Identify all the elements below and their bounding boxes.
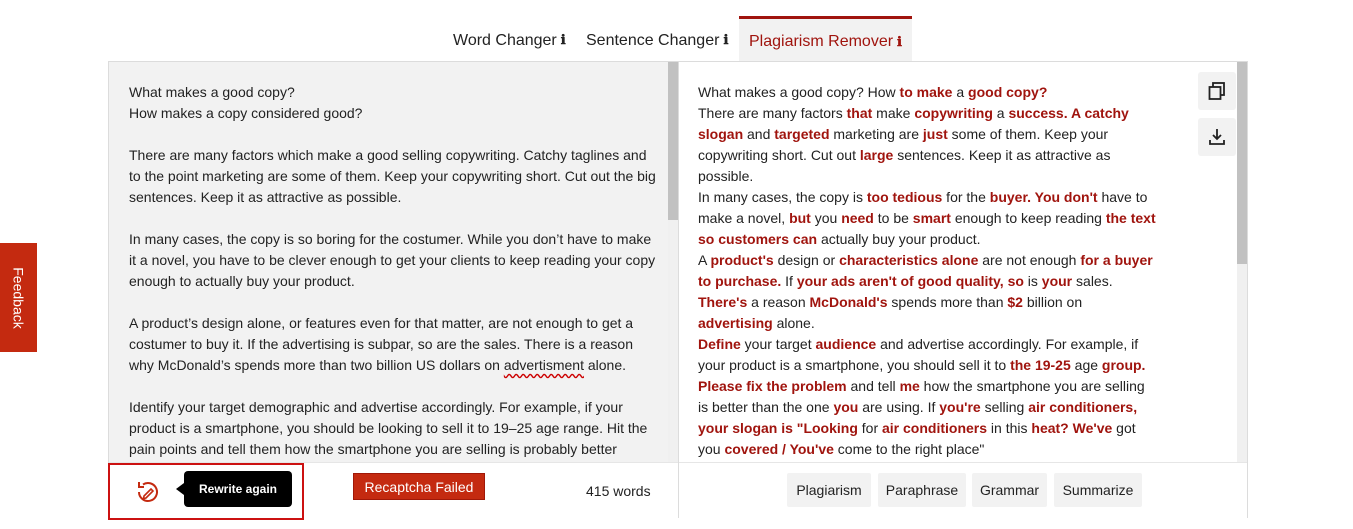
- rewrite-tooltip: Rewrite again: [184, 471, 292, 507]
- output-text-segment: you: [810, 210, 842, 226]
- input-paragraph: [129, 82, 658, 124]
- output-text-segment: There are many factors: [698, 105, 847, 121]
- output-text-segment: and: [743, 126, 775, 142]
- output-text-segment: If: [781, 273, 797, 289]
- output-text: [679, 62, 1237, 462]
- output-text-segment: your target: [740, 336, 816, 352]
- changed-phrase[interactable]: your ads aren't of good quality, so: [796, 273, 1024, 289]
- input-paragraph: There are many factors which make a good selling copywriting. Catchy taglines and to the point marketing are some of them. Keep your copywriting short. Cut out the big sentences. Keep it as attractive as possible.: [129, 147, 656, 205]
- input-line: How makes a copy considered good?: [129, 105, 363, 121]
- changed-phrase[interactable]: Define: [698, 336, 741, 352]
- output-text-segment: and advertise accordingly. For example, if your product is a smartphone, you should sell it to: [698, 336, 1139, 373]
- download-button[interactable]: [1198, 118, 1236, 156]
- tab-label: Sentence Changer: [586, 31, 720, 49]
- output-text-segment: and tell: [846, 378, 900, 394]
- info-icon[interactable]: ℹ: [723, 33, 729, 48]
- output-text-segment: in this: [987, 420, 1032, 436]
- changed-phrase[interactable]: you're: [939, 399, 981, 415]
- changed-phrase[interactable]: product's: [710, 252, 774, 268]
- output-text-segment: marketing are: [829, 126, 923, 142]
- scrollbar-thumb[interactable]: [668, 62, 678, 220]
- changed-phrase[interactable]: just: [922, 126, 948, 142]
- editor-panel: [108, 61, 1248, 518]
- misspelled-word[interactable]: advertisment: [503, 357, 584, 373]
- changed-phrase[interactable]: smart: [912, 210, 951, 226]
- word-count: 415 words: [586, 483, 651, 499]
- changed-phrase[interactable]: but: [789, 210, 811, 226]
- tab-label: Word Changer: [453, 31, 557, 49]
- output-text-segment: selling: [980, 399, 1029, 415]
- changed-phrase[interactable]: for a buyer to purchase.: [698, 252, 1153, 289]
- output-text-segment: enough to keep reading: [950, 210, 1106, 226]
- output-text-segment: actually buy your product.: [817, 231, 981, 247]
- output-text-segment: a: [992, 105, 1009, 121]
- changed-phrase[interactable]: air conditioners, your slogan is "Looking: [698, 399, 1138, 436]
- changed-phrase[interactable]: copywriting: [914, 105, 993, 121]
- input-paragraph: [129, 313, 658, 376]
- changed-phrase[interactable]: to make: [899, 84, 953, 100]
- input-line: What makes a good copy?: [129, 84, 295, 100]
- changed-phrase[interactable]: the 19-25: [1010, 357, 1071, 373]
- output-text-segment: are using. If: [858, 399, 940, 415]
- output-text-segment: some of them. Keep your copywriting short. Cut out: [698, 126, 1109, 163]
- output-toolbar: [679, 462, 1247, 519]
- tab-label: Plagiarism Remover: [749, 33, 894, 50]
- changed-phrase[interactable]: your: [1041, 273, 1073, 289]
- changed-phrase[interactable]: the text so customers can: [698, 210, 1156, 247]
- input-paragraph: In many cases, the copy is so boring for the costumer. While you don’t have to make it a novel, you have to be clever enough to get your clients to keep reading your copy enough to actually buy your product.: [129, 231, 656, 289]
- changed-phrase[interactable]: too tedious: [866, 189, 943, 205]
- feedback-label: Feedback: [10, 266, 27, 329]
- changed-phrase[interactable]: the problem: [766, 378, 847, 394]
- output-text-segment: sentences. Keep it as attractive as possible.: [698, 147, 1111, 184]
- output-text-segment: make: [872, 105, 915, 121]
- changed-phrase[interactable]: need: [841, 210, 874, 226]
- input-paragraph: Identify your target demographic and advertise accordingly. For example, if your product is a smartphone, you should be looking to sell it to 19–25 age range. Hit the pain points and tell them how the smartphone you are selling is probably better: [129, 399, 648, 457]
- download-icon: [1207, 127, 1227, 147]
- changed-phrase[interactable]: $2: [1007, 294, 1023, 310]
- output-text-segment: for: [857, 420, 882, 436]
- output-text-segment: got you: [698, 420, 1136, 457]
- changed-phrase[interactable]: audience: [815, 336, 877, 352]
- output-text-segment: What makes a good copy? How: [698, 84, 900, 100]
- changed-phrase[interactable]: group. Please fix: [698, 357, 1146, 394]
- rewrite-button[interactable]: [134, 478, 164, 506]
- output-text-segment: is: [1023, 273, 1042, 289]
- changed-phrase[interactable]: characteristics alone: [839, 252, 979, 268]
- input-text: A product’s design alone, or features even for that matter, are not enough to get a costumer to buy it. If the advertising is subpar, so are the sales. There is a reason why McDonald’s spends more than two billion US dollars on: [129, 315, 634, 373]
- changed-phrase[interactable]: good copy?: [968, 84, 1048, 100]
- tab-plagiarism-remover[interactable]: [739, 16, 912, 61]
- changed-phrase[interactable]: buyer. You don't: [989, 189, 1098, 205]
- changed-phrase[interactable]: me: [899, 378, 920, 394]
- output-text-segment: sales.: [1072, 273, 1113, 289]
- changed-phrase[interactable]: that: [846, 105, 873, 121]
- changed-phrase[interactable]: McDonald's: [809, 294, 888, 310]
- copy-button[interactable]: [1198, 72, 1236, 110]
- output-text-segment: In many cases, the copy is: [698, 189, 867, 205]
- tab-bar: [0, 16, 1353, 61]
- output-text-segment: to be: [873, 210, 913, 226]
- paraphrase-button[interactable]: Paraphrase: [878, 473, 966, 507]
- changed-phrase[interactable]: There's: [698, 294, 748, 310]
- changed-phrase[interactable]: success. A catchy slogan: [698, 105, 1129, 142]
- plagiarism-button[interactable]: Plagiarism: [787, 473, 871, 507]
- info-icon[interactable]: ℹ: [560, 33, 566, 48]
- output-text-segment: a: [952, 84, 969, 100]
- changed-phrase[interactable]: air conditioners: [882, 420, 988, 436]
- input-text: alone.: [583, 357, 627, 373]
- changed-phrase[interactable]: large: [859, 147, 894, 163]
- changed-phrase[interactable]: advertising: [698, 315, 773, 331]
- grammar-button[interactable]: Grammar: [972, 473, 1047, 507]
- changed-phrase[interactable]: heat? We've: [1031, 420, 1113, 436]
- output-text-segment: A: [698, 252, 711, 268]
- copy-icon: [1207, 81, 1227, 101]
- output-text-segment: spends more than: [887, 294, 1008, 310]
- changed-phrase[interactable]: targeted: [774, 126, 830, 142]
- feedback-button[interactable]: [0, 243, 37, 352]
- output-text-segment: how the smartphone you are selling is better than the one: [698, 378, 1145, 415]
- tab-word-changer[interactable]: [453, 16, 566, 61]
- rewrite-highlight: [108, 463, 304, 520]
- output-text-segment: come to the right place": [833, 441, 985, 457]
- output-text-segment: design or: [773, 252, 840, 268]
- output-text-segment: for the: [942, 189, 990, 205]
- output-text-segment: billion on: [1022, 294, 1083, 310]
- input-scrollbar[interactable]: [668, 62, 678, 462]
- input-textarea[interactable]: [109, 62, 678, 462]
- scrollbar-thumb[interactable]: [1237, 62, 1247, 264]
- output-text-segment: are not enough: [978, 252, 1081, 268]
- changed-phrase[interactable]: covered / You've: [724, 441, 834, 457]
- output-text-segment: a reason: [747, 294, 810, 310]
- changed-phrase[interactable]: you: [833, 399, 859, 415]
- summarize-button[interactable]: Summarize: [1054, 473, 1142, 507]
- rewrite-icon: [134, 478, 162, 506]
- output-text-segment: have to make a novel,: [698, 189, 1148, 226]
- recaptcha-status: Recaptcha Failed: [353, 473, 485, 500]
- info-icon[interactable]: ℹ: [897, 34, 902, 50]
- tab-sentence-changer[interactable]: [586, 16, 728, 61]
- input-toolbar: [109, 462, 678, 519]
- output-text-segment: alone.: [772, 315, 815, 331]
- output-text-segment: age: [1070, 357, 1102, 373]
- output-scrollbar[interactable]: [1237, 62, 1247, 462]
